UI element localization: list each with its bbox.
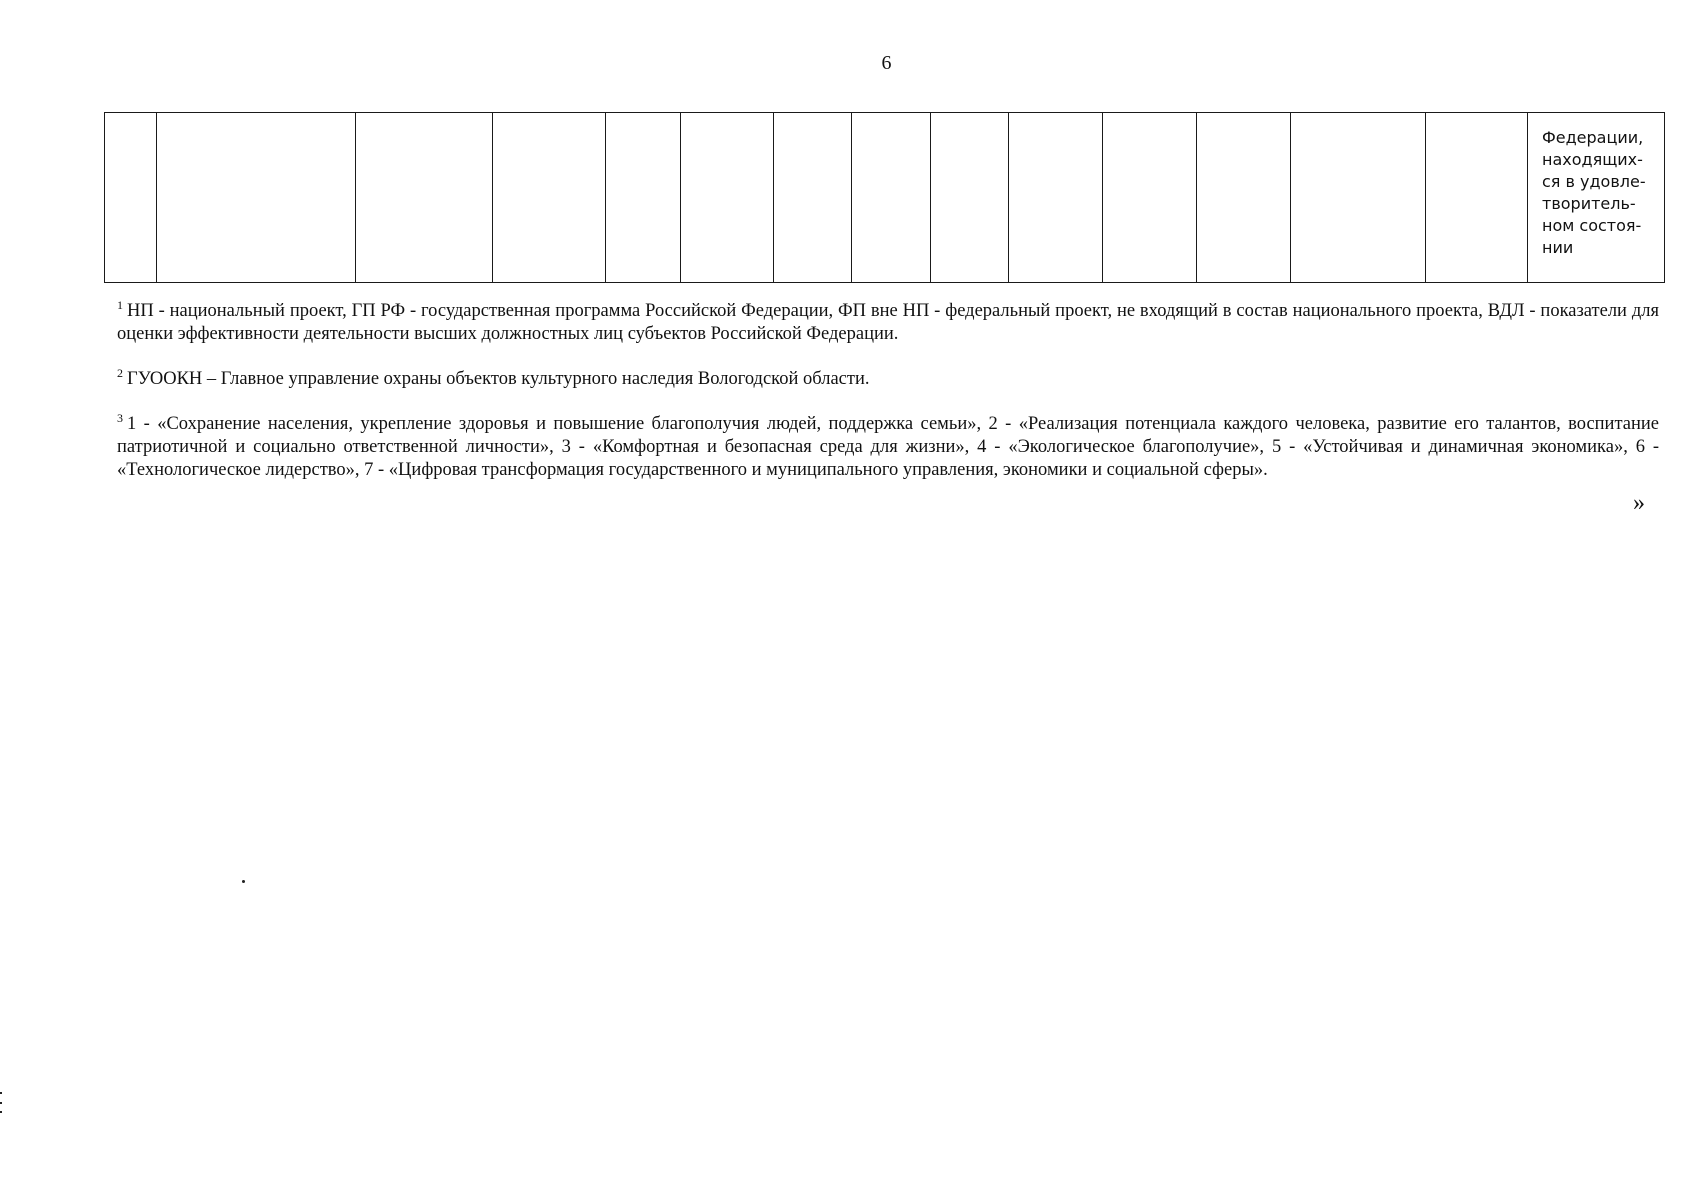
table-cell	[681, 113, 774, 283]
table-cell	[931, 113, 1009, 283]
footnote-3	[117, 413, 1659, 482]
table-cell	[493, 113, 606, 283]
footnote-marker: 1	[117, 298, 123, 312]
footnote-text: ГУООКН – Главное управление охраны объектов культурного наследия Вологодской области.	[127, 369, 870, 389]
table-cell	[1426, 113, 1528, 283]
table-cell-last: Федерации, находящих- ся в удовле- творитель- ном состоя- нии	[1528, 113, 1665, 283]
scan-speck	[0, 1102, 2, 1104]
table-cell	[1009, 113, 1103, 283]
table-cell	[1291, 113, 1426, 283]
table-row	[105, 113, 1665, 283]
footnote-marker: 3	[117, 411, 123, 425]
footnotes	[117, 300, 1659, 504]
footnote-text: 1 - «Сохранение населения, укрепление здоровья и повышение благополучия людей, поддержка семьи», 2 - «Реализация потенциала каждого человека, развитие его талантов, воспитание патриотичной и социально ответственной личности», 3 - «Комфортная и безопасная среда для жизни», 4 - «Экологическое благополучие», 5 - «Устойчивая и динамичная экономика», 6 - «Технологическое лидерство», 7 - «Цифровая трансформация государственного и муниципального управления, экономики и социальной сферы».	[117, 414, 1659, 480]
scan-speck	[0, 1111, 2, 1113]
table-cell	[356, 113, 493, 283]
footnote-marker: 2	[117, 366, 123, 380]
table-cell	[852, 113, 931, 283]
table-cell	[774, 113, 852, 283]
footnote-1	[117, 300, 1659, 346]
page-number: 6	[881, 52, 892, 74]
table-cell	[105, 113, 157, 283]
scan-speck	[242, 880, 245, 883]
footnote-text: НП - национальный проект, ГП РФ - государственная программа Российской Федерации, ФП вне НП - федеральный проект, не входящий в состав национального проекта, ВДЛ - показатели для оценки эффективности деятельности высших должностных лиц субъектов Российской Федерации.	[117, 301, 1659, 344]
footnote-2	[117, 368, 1659, 391]
closing-quote: »	[1633, 490, 1645, 516]
table-cell	[1103, 113, 1197, 283]
scan-speck	[0, 1092, 2, 1094]
table-cell	[157, 113, 356, 283]
continuation-table	[104, 112, 1665, 283]
table-cell	[1197, 113, 1291, 283]
table-cell	[606, 113, 681, 283]
